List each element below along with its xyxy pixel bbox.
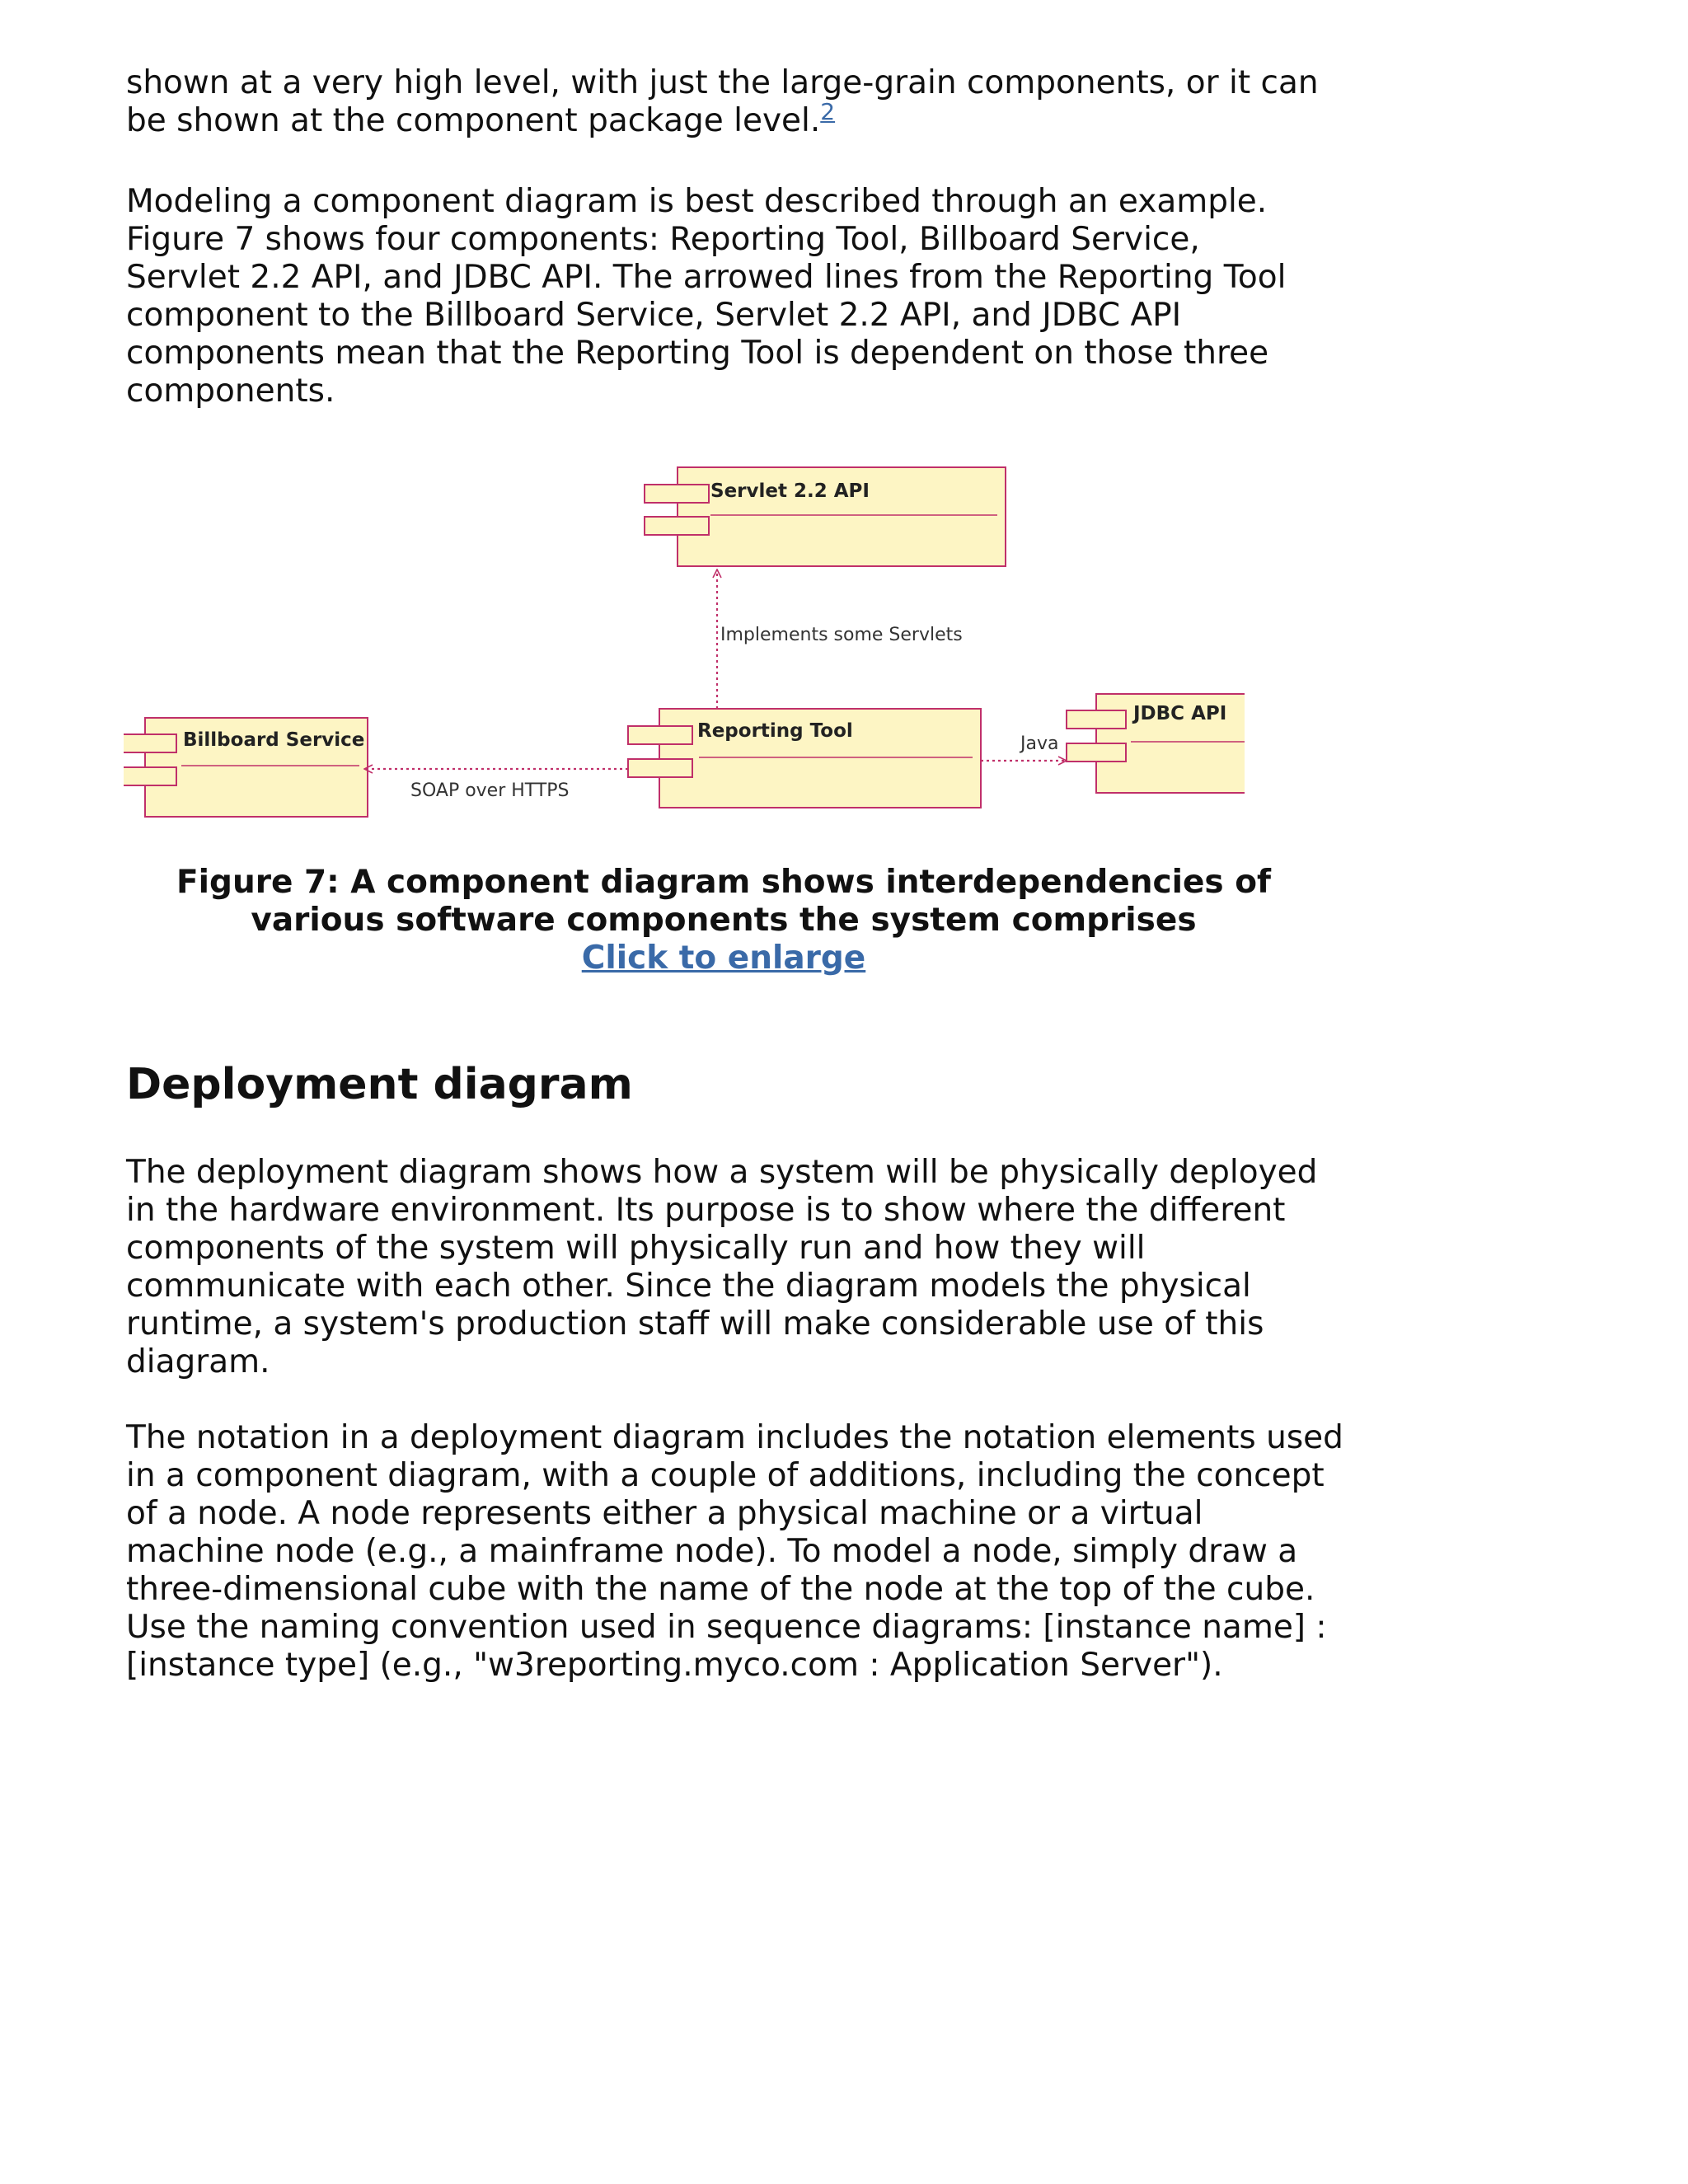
jdbc-api-component [1067, 694, 1245, 793]
example-paragraph [126, 183, 1338, 410]
deploy1-line: runtime, a system's production staff will make considerable use of this [126, 1305, 1264, 1343]
section-heading: Deployment diagram [126, 1060, 633, 1109]
deploy2-line: of a node. A node represents either a physical machine or a virtual [126, 1495, 1203, 1532]
example-line: Servlet 2.2 API, and JDBC API. The arrowed lines from the Reporting Tool [126, 259, 1287, 296]
component-tab [645, 485, 709, 503]
deploy2-line: in a component diagram, with a couple of additions, including the concept [126, 1457, 1325, 1494]
reporting-tool-label: Reporting Tool [697, 720, 853, 742]
component-diagram-figure[interactable] [124, 457, 1245, 832]
soap-label: SOAP over HTTPS [410, 780, 570, 801]
deploy2-line: Use the naming convention used in sequence diagrams: [instance name] : [126, 1609, 1327, 1646]
deploy1-line: communicate with each other. Since the diagram models the physical [126, 1268, 1251, 1305]
component-tab [645, 517, 709, 535]
deploy1-line: components of the system will physically run and how they will [126, 1230, 1146, 1267]
deploy1-line: The deployment diagram shows how a system will be physically deployed [126, 1154, 1318, 1191]
component-tab [124, 767, 176, 785]
deploy2-line: three-dimensional cube with the name of the node at the top of the cube. [126, 1571, 1315, 1608]
intro-paragraph [126, 64, 1338, 140]
example-line: component to the Billboard Service, Servlet 2.2 API, and JDBC API [126, 297, 1182, 334]
deployment-paragraph-2 [126, 1419, 1343, 1685]
figure-caption [126, 864, 1321, 977]
deploy1-line: diagram. [126, 1343, 270, 1380]
footnote-link[interactable]: 2 [820, 98, 836, 125]
deploy2-line: machine node (e.g., a mainframe node). To model a node, simply draw a [126, 1533, 1298, 1570]
caption-line-1: Figure 7: A component diagram shows interdependencies of [176, 864, 1271, 901]
servlet-api-component [645, 467, 1006, 566]
example-line: Modeling a component diagram is best described through an example. [126, 183, 1268, 220]
deploy2-line: [instance type] (e.g., "w3reporting.myco.com : Application Server"). [126, 1647, 1223, 1684]
example-line: Figure 7 shows four components: Reporting Tool, Billboard Service, [126, 221, 1200, 258]
intro-line-2-text: be shown at the component package level. [126, 102, 821, 139]
intro-line-2 [126, 98, 1338, 140]
deployment-paragraph-1 [126, 1154, 1338, 1381]
deploy1-line: in the hardware environment. Its purpose is to show where the different [126, 1192, 1286, 1229]
implements-label: Implements some Servlets [720, 625, 963, 645]
click-to-enlarge-link[interactable]: Click to enlarge [581, 940, 866, 977]
example-line: components mean that the Reporting Tool is dependent on those three [126, 335, 1269, 372]
servlet-api-label: Servlet 2.2 API [710, 480, 870, 502]
intro-line-1: shown at a very high level, with just the large-grain components, or it can [126, 64, 1319, 101]
example-line: components. [126, 373, 335, 410]
component-tab [1067, 710, 1126, 729]
java-label: Java [1020, 733, 1059, 754]
jdbc-api-label: JDBC API [1133, 703, 1227, 724]
reporting-tool-component [628, 709, 981, 808]
component-tab [1067, 743, 1126, 762]
billboard-service-label: Billboard Service [183, 729, 365, 751]
component-tab [628, 726, 692, 744]
caption-line-2: various software components the system comprises [251, 902, 1197, 939]
component-tab [628, 759, 692, 777]
billboard-service-component [124, 718, 368, 817]
component-tab [124, 734, 176, 752]
caption-link-line [126, 940, 1321, 977]
deploy2-line: The notation in a deployment diagram includes the notation elements used [126, 1419, 1343, 1456]
